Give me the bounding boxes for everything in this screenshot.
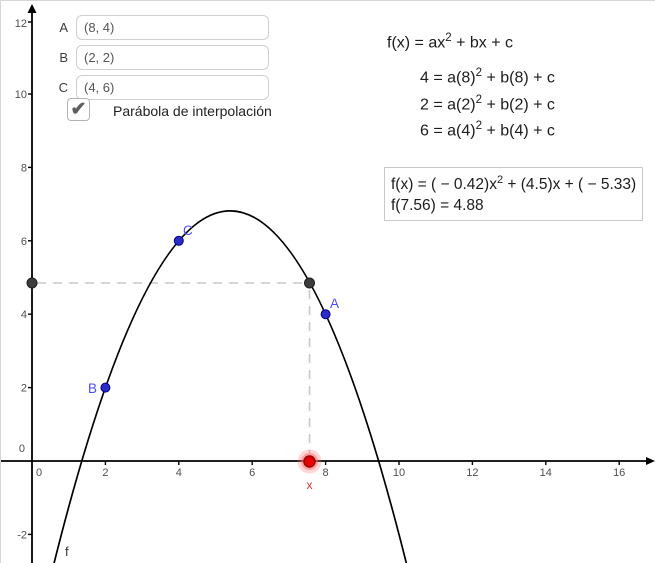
x-tick-label: 4 — [175, 467, 182, 479]
eq-exponent: 2 — [475, 94, 482, 106]
equation-point-A — [420, 67, 555, 87]
eq-part: 6 = a(4) — [420, 122, 476, 140]
eq-part: f(x) = ( − 0.42)x — [391, 176, 497, 194]
y-tick-label: 12 — [14, 18, 27, 30]
point-C[interactable] — [174, 223, 193, 245]
trace-point-y-axis — [27, 278, 37, 288]
x-tick-label: 10 — [392, 467, 406, 479]
equation-point-C — [420, 120, 555, 140]
y-tick-label: 4 — [20, 309, 27, 322]
checkbox-interpolation[interactable] — [67, 98, 90, 121]
drag-point-x[interactable] — [298, 450, 322, 493]
input-label-B: B — [59, 50, 68, 65]
x-axis-arrow-icon — [646, 457, 655, 465]
eq-exponent: 2 — [496, 174, 504, 186]
eq-part: f(x) = ax — [387, 34, 446, 52]
y-tick-label: 8 — [20, 162, 27, 175]
y-tick-label: 6 — [20, 235, 27, 248]
input-A[interactable] — [76, 15, 269, 40]
y-tick-label: 2 — [20, 382, 27, 395]
trace-point-curve — [305, 278, 315, 288]
x-tick-label: 16 — [613, 467, 626, 479]
input-B[interactable] — [76, 45, 269, 70]
eq-part: + b(8) + c — [482, 69, 555, 87]
point-A-label: A — [330, 296, 340, 311]
point-C-label: C — [183, 223, 193, 238]
input-label-C: C — [58, 80, 68, 95]
x-tick-label: 0 — [35, 467, 43, 479]
curve-label: f — [65, 544, 69, 559]
eq-part: + b(4) + c — [482, 122, 555, 140]
point-C-dot[interactable] — [174, 236, 183, 245]
eq-exponent: 2 — [475, 120, 482, 132]
point-B-dot[interactable] — [101, 383, 110, 392]
eq-part: 2 = a(2) — [420, 96, 476, 114]
input-C[interactable] — [76, 75, 269, 100]
point-A[interactable] — [321, 296, 339, 319]
origin-label: 0 — [18, 443, 25, 455]
eq-exponent: 2 — [475, 67, 482, 79]
checkbox-interpolation-label[interactable]: Parábola de interpolación — [113, 103, 272, 119]
x-tick-label: 2 — [102, 467, 109, 479]
eq-part: + (4.5)x + ( − 5.33) — [503, 176, 637, 194]
x-tick-label: 12 — [466, 467, 479, 479]
result-function-line — [391, 170, 636, 195]
equation-point-B — [420, 94, 555, 114]
point-B-label: B — [87, 381, 97, 396]
result-value-line: f(7.56) = 4.88 — [391, 197, 484, 215]
equation-general — [387, 32, 513, 52]
x-tick-label: 8 — [322, 467, 329, 479]
eq-exponent: 2 — [445, 32, 452, 44]
point-B[interactable] — [88, 381, 110, 396]
x-axis-labels — [36, 467, 625, 479]
result-box — [384, 167, 643, 221]
x-tick-label: 6 — [249, 467, 256, 479]
point-A-dot[interactable] — [321, 310, 330, 319]
eq-part: + bx + c — [451, 34, 514, 52]
y-tick-label: 10 — [14, 89, 27, 101]
eq-part: + b(2) + c — [482, 96, 555, 114]
input-label-A: A — [59, 20, 68, 35]
drag-point-label: x — [306, 478, 313, 492]
eq-part: 4 = a(8) — [420, 69, 476, 87]
y-tick-label: -2 — [17, 529, 27, 542]
check-icon: ✔ — [70, 98, 87, 120]
x-tick-label: 14 — [539, 467, 552, 479]
drag-point-dot[interactable] — [304, 456, 315, 467]
y-axis-labels — [15, 18, 27, 541]
y-axis-arrow-icon — [28, 4, 37, 13]
